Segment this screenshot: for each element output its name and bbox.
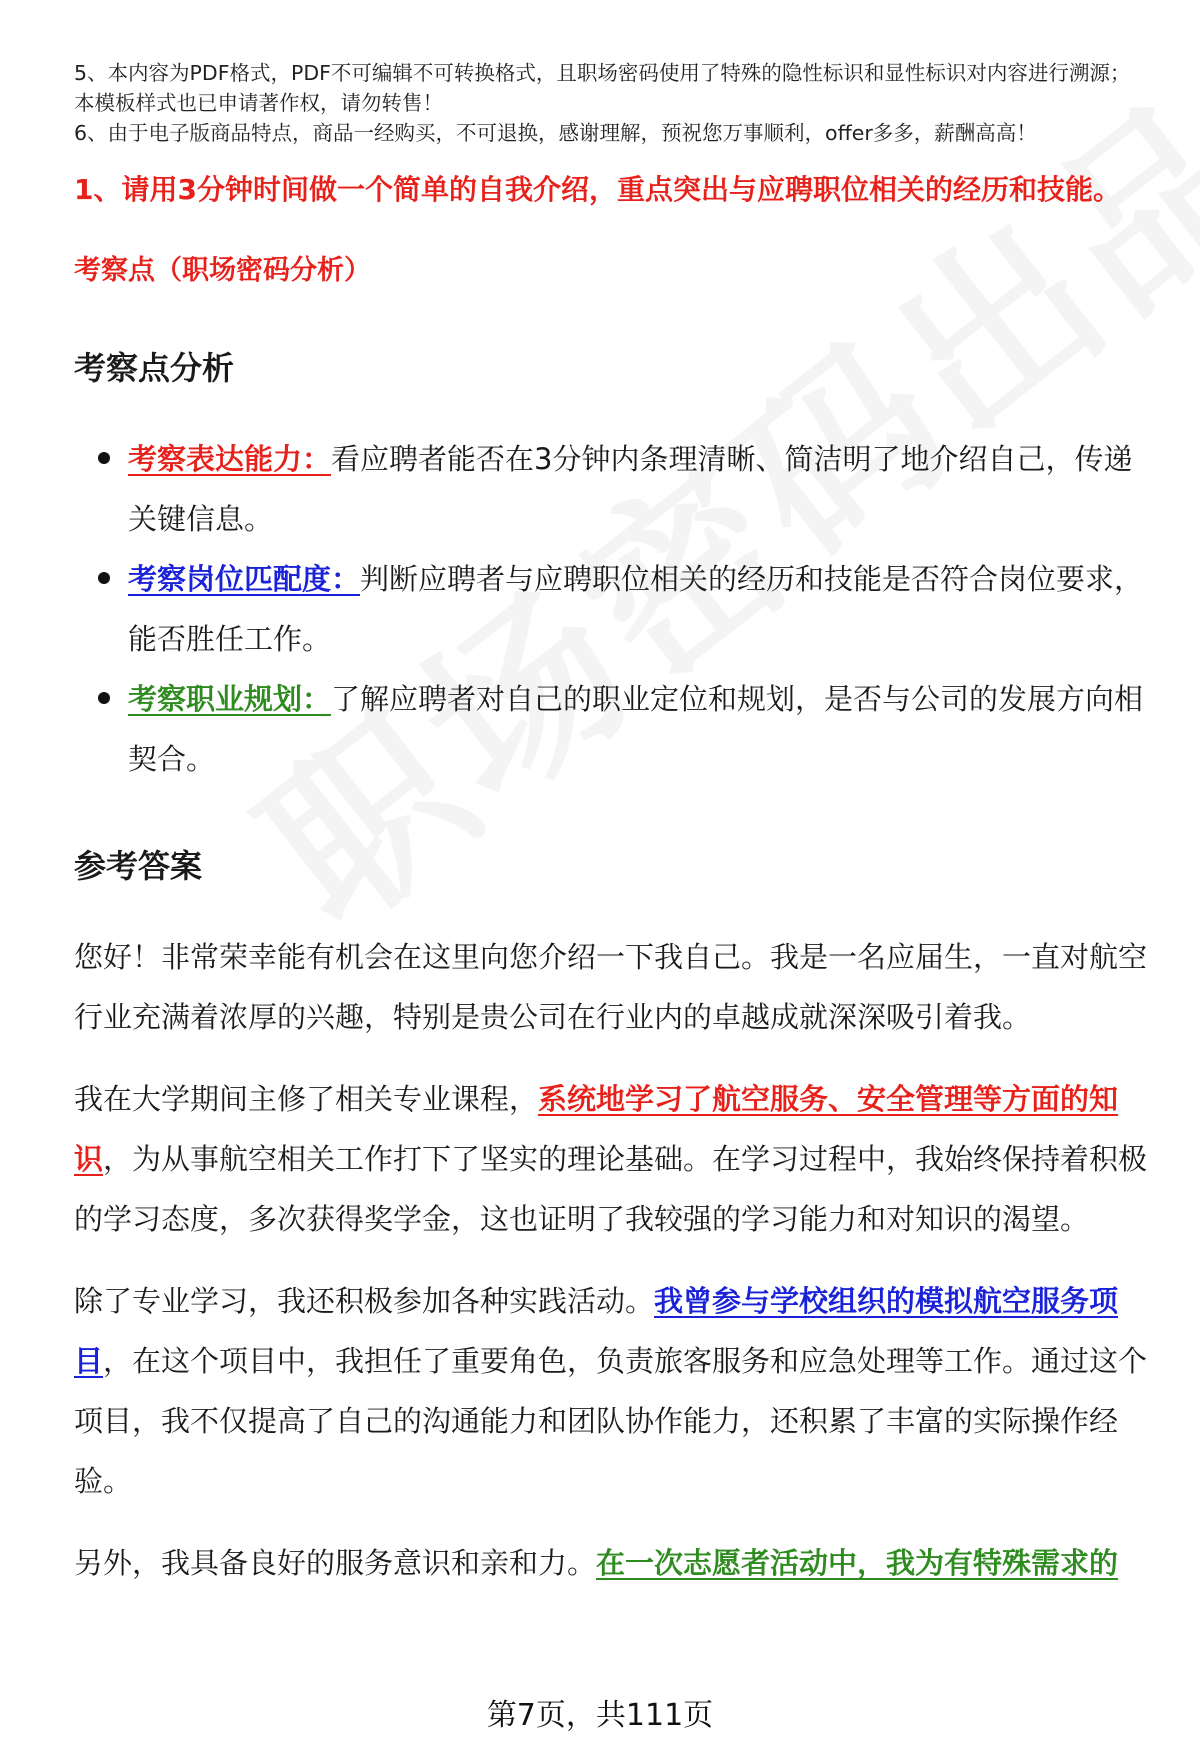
bullet-icon (98, 572, 110, 584)
notice-5: 5、本内容为PDF格式，PDF不可编辑不可转换格式，且职场密码使用了特殊的隐性标识和显性标识对内容进行溯源；本模板样式也已申请著作权，请勿转售！ (74, 61, 1131, 115)
answer-paragraph-1: 您好！非常荣幸能有机会在这里向您介绍一下我自己。我是一名应届生，一直对航空行业充满着浓厚的兴趣，特别是贵公司在行业内的卓越成就深深吸引着我。 (74, 940, 1148, 1034)
page-number: 第7页，共111页 (486, 1698, 714, 1733)
analysis-heading: 考察点分析 (74, 349, 235, 387)
paragraph-text: 除了专业学习，我还积极参加各种实践活动。 (74, 1284, 655, 1318)
list-item (74, 549, 1149, 669)
point-tag: 考察岗位匹配度： (128, 562, 361, 596)
highlight-text: 系统地学习了航空服务、安全管理等方面的知识 (74, 1082, 1119, 1176)
point-text: 判断应聘者与应聘职位相关的经历和技能是否符合岗位要求，能否胜任工作。 (128, 562, 1144, 656)
analysis-list (74, 429, 1149, 789)
answer-paragraph-3 (74, 1271, 1149, 1511)
bullet-icon (98, 692, 110, 704)
key-points-label: 考察点（职场密码分析） (74, 255, 371, 286)
highlight-text: 在一次志愿者活动中，我为有特殊需求的 (596, 1546, 1119, 1580)
paragraph-text: ，在这个项目中，我担任了重要角色，负责旅客服务和应急处理等工作。通过这个项目，我不仅提高了自己的沟通能力和团队协作能力，还积累了丰富的实际操作经验。 (74, 1344, 1148, 1498)
answer-heading: 参考答案 (74, 847, 203, 885)
answer-paragraph-4 (74, 1533, 1149, 1593)
highlight-text: 我曾参与学校组织的模拟航空服务项目 (74, 1284, 1119, 1378)
paragraph-text: 我在大学期间主修了相关专业课程， (74, 1082, 539, 1116)
paragraph-text: 另外，我具备良好的服务意识和亲和力。 (74, 1546, 597, 1580)
bullet-icon (98, 452, 110, 464)
question-title: 1、请用3分钟时间做一个简单的自我介绍，重点突出与应聘职位相关的经历和技能。 (74, 173, 1121, 206)
document-page (74, 58, 1149, 1593)
point-text: 看应聘者能否在3分钟内条理清晰、简洁明了地介绍自己，传递关键信息。 (128, 442, 1133, 536)
point-tag: 考察表达能力： (128, 442, 332, 476)
list-item (74, 669, 1149, 789)
answer-paragraph-2 (74, 1069, 1149, 1249)
notice-6: 6、由于电子版商品特点，商品一经购买，不可退换，感谢理解，预祝您万事顺利，offer多多，薪酬高高！ (74, 121, 1037, 145)
point-text: 了解应聘者对自己的职业定位和规划，是否与公司的发展方向相契合。 (128, 682, 1144, 776)
point-tag: 考察职业规划： (128, 682, 332, 716)
paragraph-text: ，为从事航空相关工作打下了坚实的理论基础。在学习过程中，我始终保持着积极的学习态度，多次获得奖学金，这也证明了我较强的学习能力和对知识的渴望。 (74, 1142, 1148, 1236)
list-item (74, 429, 1149, 549)
